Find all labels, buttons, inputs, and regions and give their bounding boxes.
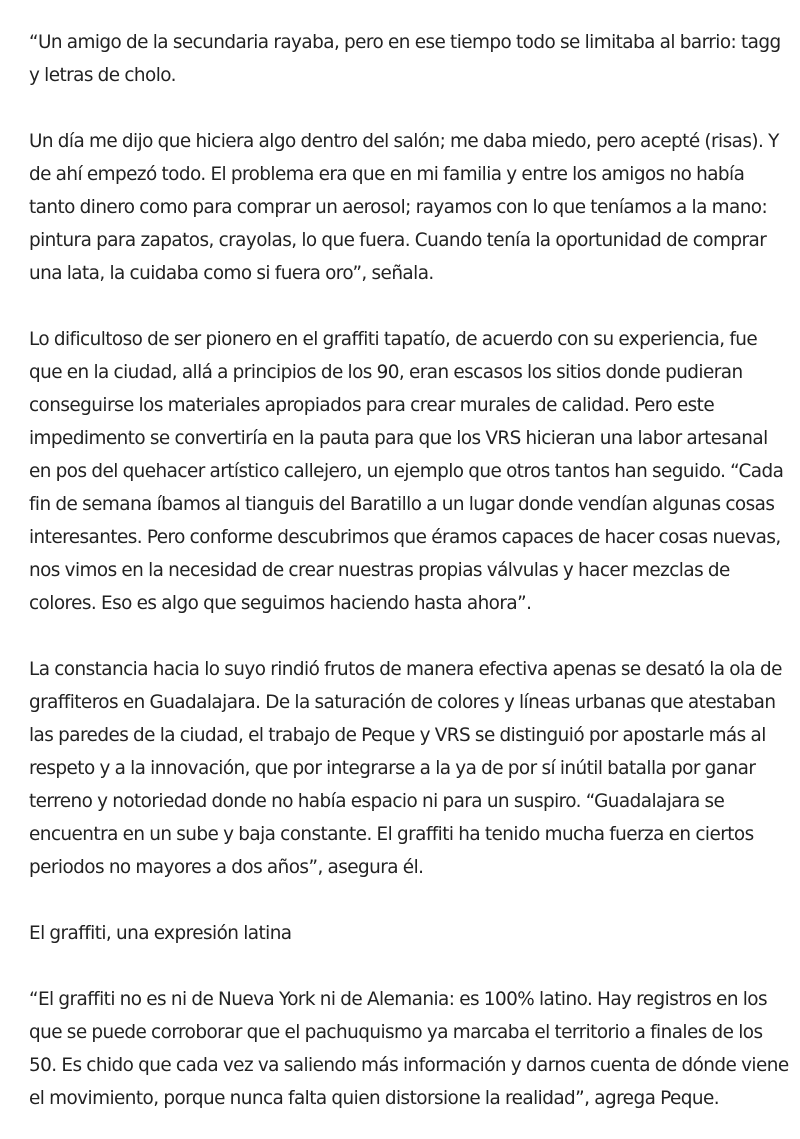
- article-paragraph: Lo dificultoso de ser pionero en el graffiti tapatío, de acuerdo con su experiencia, fue que en la ciudad, allá a principios de los 90, eran escasos los sitios donde pudieran conseguirse los materiales apropiados para crear murales de calidad. Pero este impedimento se convertiría en la pauta para que los VRS hicieran una labor artesanal en pos del quehacer artístico callejero, un ejemplo que otros tantos han seguido. “Cada fin de semana íbamos al tianguis del Baratillo a un lugar donde vendían algunas cosas interesantes. Pero conforme descubrimos que éramos capaces de hacer cosas nuevas, nos vimos en la necesidad de crear nuestras propias válvulas y hacer mezclas de colores. Eso es algo que seguimos haciendo hasta ahora”.: [29, 329, 784, 614]
- article-paragraph: La constancia hacia lo suyo rindió frutos de manera efectiva apenas se desató la ola de graffiteros en Guadalajara. De la saturación de colores y líneas urbanas que atestaban las paredes de la ciudad, el trabajo de Peque y VRS se distinguió por apostarle más al respeto y a la innovación, que por integrarse a la ya de por sí inútil batalla por ganar terreno y notoriedad donde no había espacio ni para un suspiro. “Guadalajara se encuentra en un sube y baja constante. El graffiti ha tenido mucha fuerza en ciertos periodos no mayores a dos años”, asegura él.: [29, 659, 782, 878]
- article-paragraph: “Un amigo de la secundaria rayaba, pero en ese tiempo todo se limitaba al barrio: tagg y letras de cholo.: [29, 32, 781, 86]
- article-paragraph: “El graffiti no es ni de Nueva York ni de Alemania: es 100% latino. Hay registros en los que se puede corroborar que el pachuquismo ya marcaba el territorio a finales de los 50. Es chido que cada vez va saliendo más información y darnos cuenta de dónde viene el movimiento, porque nunca falta quien distorsione la realidad”, agrega Peque.: [29, 989, 789, 1109]
- article-paragraph: Un día me dijo que hiciera algo dentro del salón; me daba miedo, pero acepté (risas). Y de ahí empezó todo. El problema era que en mi familia y entre los amigos no había tanto dinero como para comprar un aerosol; rayamos con lo que teníamos a la mano: pintura para zapatos, crayolas, lo que fuera. Cuando tenía la oportunidad de comprar una lata, la cuidaba como si fuera oro”, señala.: [29, 131, 779, 284]
- section-subheading: El graffiti, una expresión latina: [29, 923, 292, 944]
